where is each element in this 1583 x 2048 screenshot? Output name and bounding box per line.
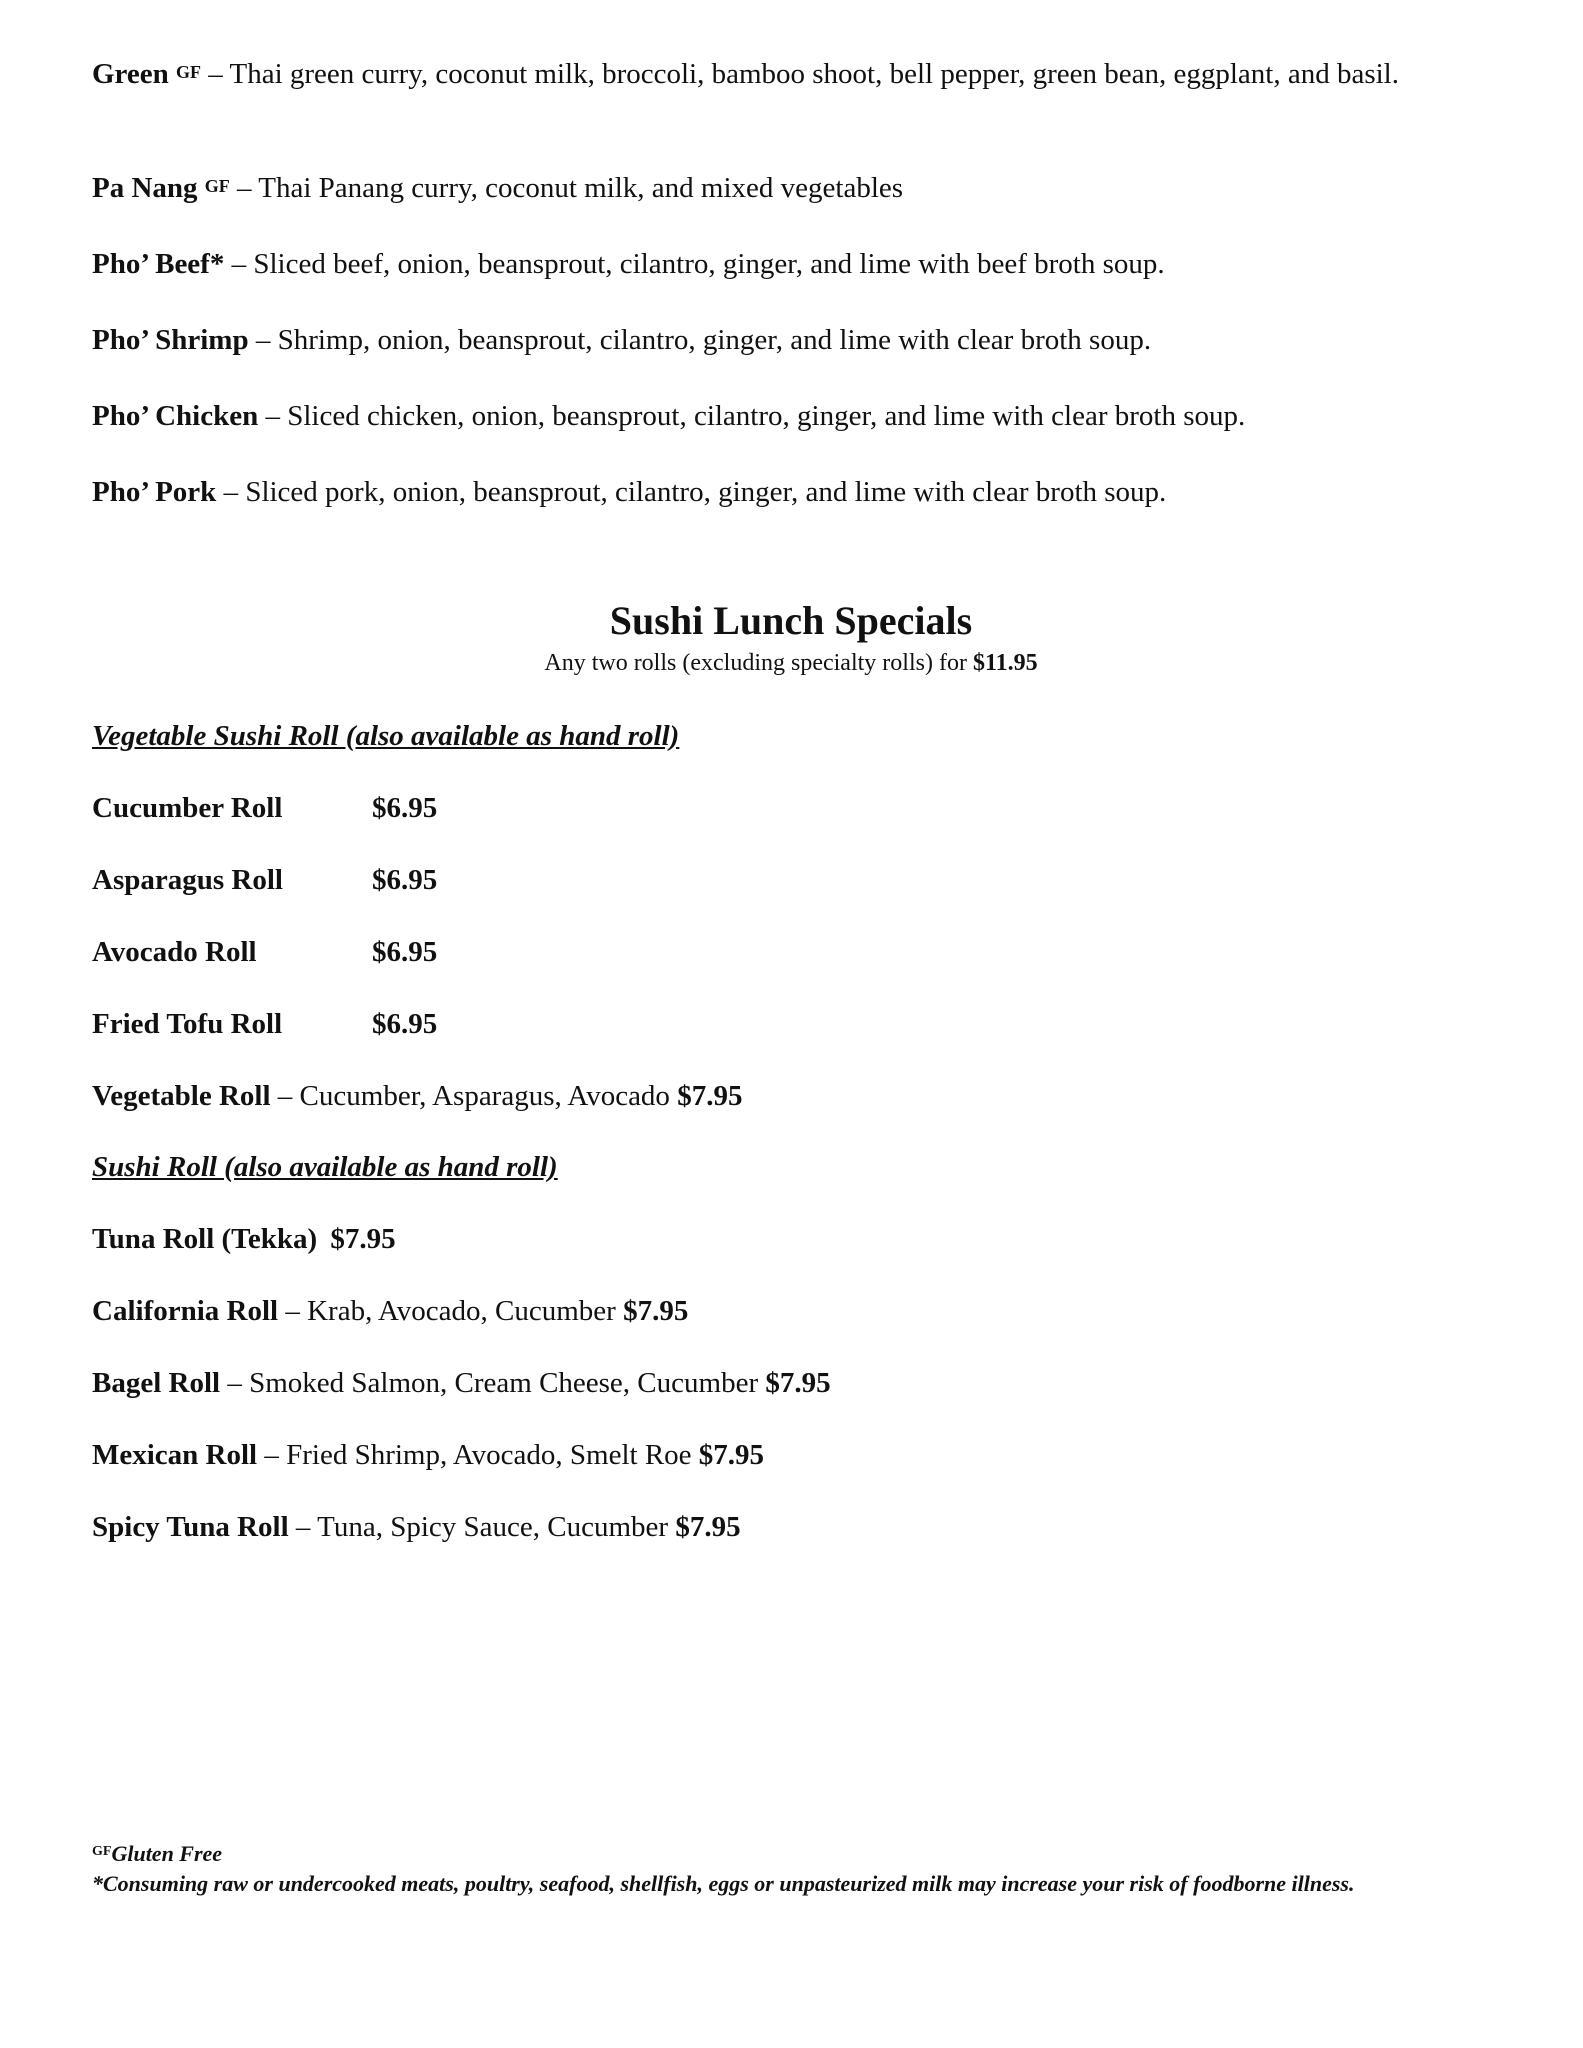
dish-description: – Shrimp, onion, beansprout, cilantro, ginger, and lime with clear broth soup. [248,324,1152,356]
roll-description: – Cucumber, Asparagus, Avocado [270,1080,678,1112]
roll-price: $7.95 [623,1295,689,1327]
roll-asparagus [92,862,438,899]
dish-pho-pork [92,474,1166,511]
dish-name: Pho’ Beef* [92,248,225,280]
roll-description: – Tuna, Spicy Sauce, Cucumber [288,1511,676,1543]
subtitle-price: $11.95 [972,650,1038,676]
roll-tuna-tekka [92,1221,396,1258]
dish-green [92,56,1492,93]
roll-name: California Roll [92,1295,279,1327]
roll-vegetable [92,1078,742,1115]
roll-name: Bagel Roll [92,1367,221,1399]
roll-name: Cucumber Roll [92,792,283,824]
roll-name: Mexican Roll [92,1439,258,1471]
roll-name: Vegetable Roll [92,1080,271,1112]
roll-price: $6.95 [372,792,438,824]
dish-description: – Sliced beef, onion, beansprout, cilantro, ginger, and lime with beef broth soup. [224,248,1165,280]
dish-pa-nang [92,170,903,207]
roll-california [92,1293,688,1330]
dish-name: Pa Nang [92,172,198,204]
roll-bagel [92,1365,831,1402]
roll-avocado [92,934,438,971]
roll-mexican [92,1437,764,1474]
dish-name: Pho’ Pork [92,476,217,508]
dish-pho-chicken [92,398,1245,435]
roll-name: Tuna Roll (Tekka) [92,1223,318,1255]
roll-price: $7.95 [677,1080,743,1112]
roll-price: $7.95 [765,1367,831,1399]
dish-description: – Sliced pork, onion, beansprout, cilantro, ginger, and lime with clear broth soup. [216,476,1167,508]
roll-name: Fried Tofu Roll [92,1008,283,1040]
roll-name: Avocado Roll [92,936,257,968]
dish-name: Pho’ Shrimp [92,324,249,356]
roll-description: – Fried Shrimp, Avocado, Smelt Roe [257,1439,699,1471]
gluten-free-mark: GF [204,176,230,196]
consumer-warning: *Consuming raw or undercooked meats, poultry, seafood, shellfish, eggs or unpasteurized milk may increase your risk of foodborne illness. [92,1871,1355,1896]
dish-pho-beef [92,246,1165,283]
gluten-free-mark: GF [176,62,202,82]
roll-description: – Smoked Salmon, Cream Cheese, Cucumber [220,1367,766,1399]
roll-fried-tofu [92,1006,438,1043]
roll-description: – Krab, Avocado, Cucumber [278,1295,624,1327]
dish-pho-shrimp [92,322,1151,359]
roll-price: $6.95 [372,864,438,896]
section-subtitle [92,648,1490,678]
dish-name: Pho’ Chicken [92,400,259,432]
roll-spicy-tuna [92,1509,741,1546]
dish-description: – Thai green curry, coconut milk, broccoli, bamboo shoot, bell pepper, green bean, eggplant, and basil. [201,58,1399,90]
gluten-free-mark: GF [92,1844,112,1859]
sushi-roll-heading: Sushi Roll (also available as hand roll) [92,1151,558,1183]
dish-description: – Sliced chicken, onion, beansprout, cilantro, ginger, and lime with clear broth soup. [258,400,1246,432]
roll-price: $6.95 [372,936,438,968]
section-title: Sushi Lunch Specials [609,598,973,643]
gluten-free-legend [92,1840,222,1868]
roll-price: $7.95 [698,1439,765,1471]
subtitle-text: Any two rolls (excluding specialty rolls) for [544,650,973,676]
roll-price: $7.95 [675,1511,741,1543]
roll-price: $7.95 [330,1223,396,1255]
dish-description: – Thai Panang curry, coconut milk, and mixed vegetables [229,172,904,204]
vegetable-roll-heading: Vegetable Sushi Roll (also available as hand roll) [92,720,680,752]
roll-cucumber [92,790,438,827]
gluten-free-text: Gluten Free [111,1841,223,1866]
roll-name: Spicy Tuna Roll [92,1511,289,1543]
roll-price: $6.95 [372,1008,438,1040]
dish-name: Green [92,58,169,90]
roll-name: Asparagus Roll [92,864,283,896]
